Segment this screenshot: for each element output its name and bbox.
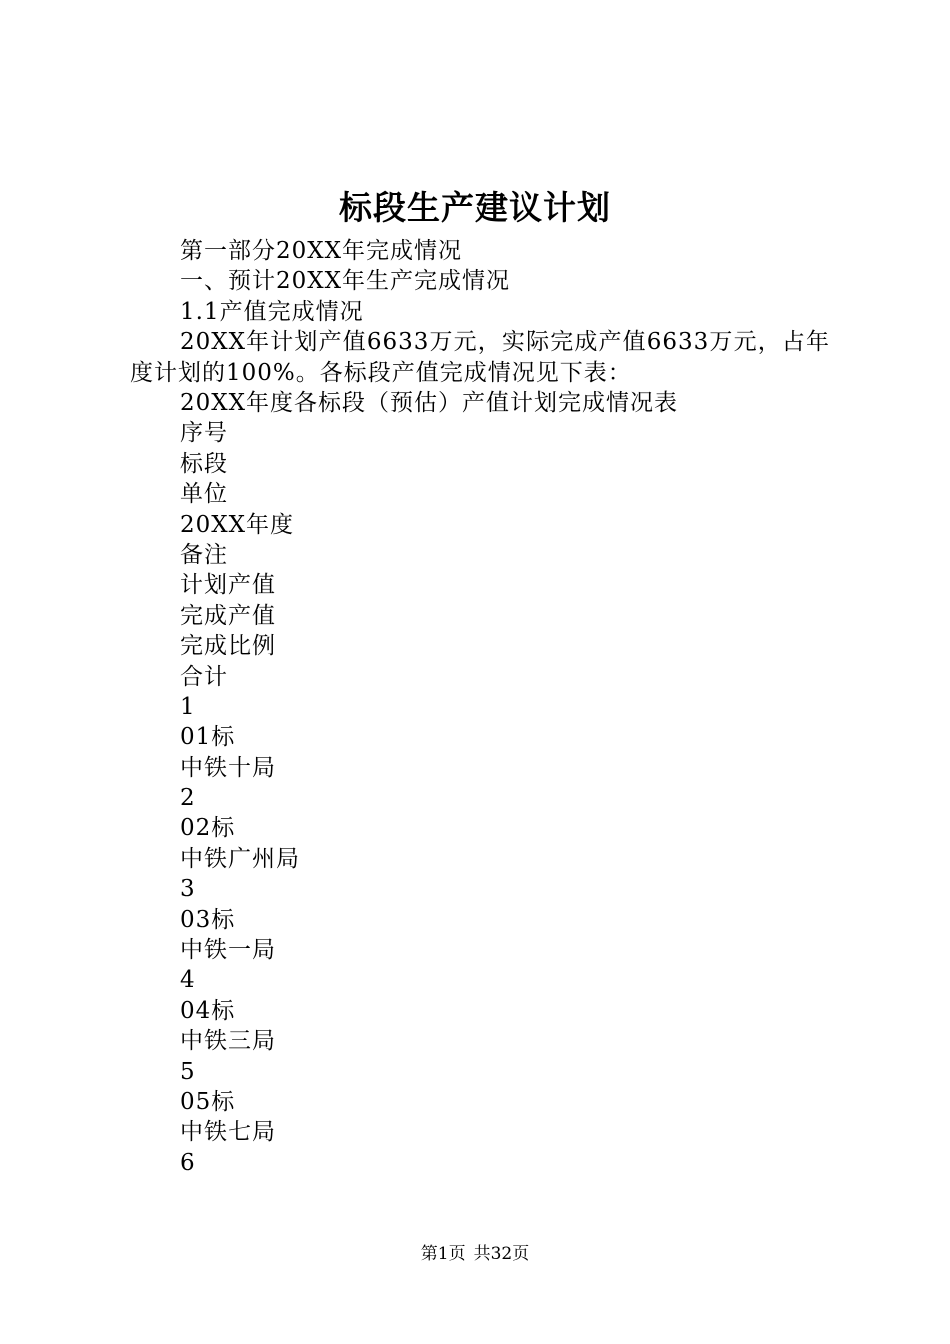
- table-cell: 中铁七局: [180, 1119, 276, 1146]
- table-caption: 20XX年度各标段（预估）产值计划完成情况表: [180, 389, 679, 416]
- document-title: 标段生产建议计划: [339, 188, 611, 227]
- table-cell: 5: [180, 1058, 196, 1085]
- table-cell: 2: [180, 785, 196, 812]
- table-cell: 01标: [180, 724, 236, 751]
- table-cell: 中铁三局: [180, 1028, 276, 1055]
- table-cell: 4: [180, 967, 196, 994]
- table-cell: 05标: [180, 1088, 236, 1115]
- table-cell: 单位: [180, 481, 228, 508]
- table-cell: 合计: [180, 663, 228, 690]
- table-cell: 03标: [180, 906, 236, 933]
- table-cell: 3: [180, 876, 196, 903]
- table-cell: 序号: [180, 420, 228, 447]
- subsection-heading: 一、预计20XX年生产完成情况: [180, 268, 511, 295]
- table-cell: 1: [180, 693, 196, 720]
- section-heading: 第一部分20XX年完成情况: [180, 238, 463, 264]
- table-cell: 04标: [180, 997, 236, 1024]
- table-cell: 完成产值: [180, 602, 276, 629]
- document-body: [130, 236, 830, 1178]
- summary-paragraph: 20XX年计划产值6633万元，实际完成产值6633万元，占年度计划的100%。各标段产值完成情况见下表：: [130, 329, 830, 386]
- table-cell: 完成比例: [180, 633, 276, 660]
- table-cell: 6: [180, 1149, 196, 1176]
- table-cell: 备注: [180, 541, 228, 568]
- item-heading: 1.1产值完成情况: [180, 298, 364, 325]
- table-cell: 中铁广州局: [180, 845, 300, 872]
- table-cell: 标段: [180, 450, 228, 477]
- page-total: 共32页: [473, 1244, 530, 1264]
- table-cell: 20XX年度: [180, 511, 295, 538]
- table-cell: 中铁十局: [180, 754, 276, 781]
- page-footer: [0, 1241, 950, 1267]
- table-cell: 中铁一局: [180, 937, 276, 964]
- table-cell: 02标: [180, 815, 236, 842]
- table-text-list: [130, 418, 830, 1178]
- table-cell: 计划产值: [180, 572, 276, 599]
- page-number: 第1页: [420, 1244, 466, 1264]
